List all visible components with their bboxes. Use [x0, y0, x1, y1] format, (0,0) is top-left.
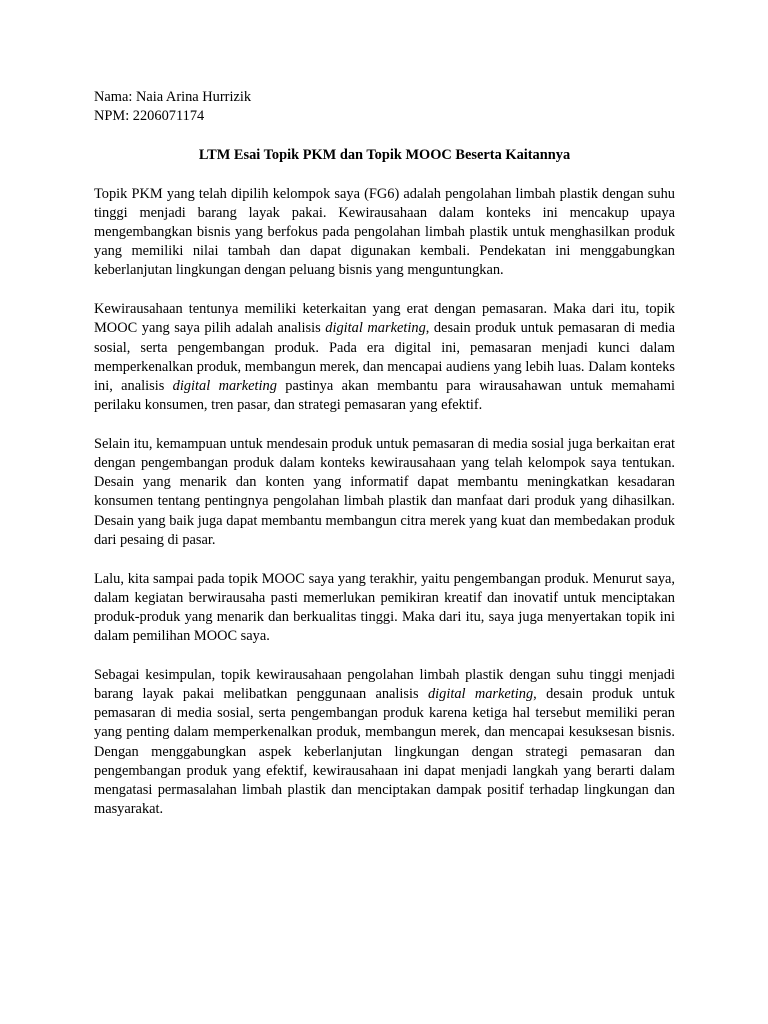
- paragraph-2-italic-2: digital marketing: [172, 377, 277, 394]
- paragraph-2: [94, 300, 675, 415]
- paragraph-5-text-a: Sebagai kesimpulan, topik kewirausahaan pengolahan limbah plastik dengan suhu tinggi menjadi barang layak pakai melibatkan penggunaan analisis: [94, 666, 675, 703]
- paragraph-3: Selain itu, kemampuan untuk mendesain produk untuk pemasaran di media sosial juga berkaitan erat dengan pengembangan produk dalam konteks kewirausahaan yang telah kelompok saya tentukan. Desain yang menarik dan konten yang informatif dapat membantu meningkatkan kesadaran konsumen tentang pentingnya pengolahan limbah plastik dan manfaat dari produk yang dihasilkan. Desain yang baik juga dapat membantu membangun citra merek yang kuat dan membedakan produk dari pesaing di pasar.: [94, 435, 675, 548]
- document-page: [94, 88, 675, 839]
- paragraph-2-text-a: Kewirausahaan tentunya memiliki keterkaitan yang erat dengan pemasaran. Maka dari itu, topik MOOC yang saya pilih adalah analisis: [94, 301, 675, 337]
- paragraph-5-text-b: , desain produk untuk pemasaran di media sosial, serta pengembangan produk karena ketiga hal tersebut memiliki peran yang penting dalam memperkenalkan produk, membangun merek, dan mencapai kesuksesan bisnis. Dengan menggabungkan aspek keberlanjutan lingkungan dengan strategi pemasaran dan pengembangan produk yang efektif, kewirausahaan ini dapat menjadi langkah yang berarti dalam mengatasi permasalahan limbah plastik dan menciptakan dampak positif terhadap lingkungan dan masyarakat.: [94, 686, 675, 818]
- essay-title: LTM Esai Topik PKM dan Topik MOOC Beserta Kaitannya: [198, 147, 571, 164]
- paragraph-2-text-b: , desain produk untuk pemasaran di media sosial, serta pengembangan produk. Pada era digital ini, pemasaran menjadi kunci dalam memperkenalkan produk, membangun merek, dan mencapai audiens yang lebih luas. Dalam konteks ini, analisis: [94, 320, 675, 394]
- student-npm: NPM: 2206071174: [94, 108, 205, 125]
- student-name: Nama: Naia Arina Hurrizik: [94, 89, 252, 105]
- paragraph-5: [94, 666, 675, 820]
- paragraph-1: Topik PKM yang telah dipilih kelompok saya (FG6) adalah pengolahan limbah plastik dengan suhu tinggi menjadi barang layak pakai. Kewirausahaan dalam konteks ini mencakup upaya mengembangkan bisnis yang berfokus pada pengolahan limbah plastik untuk menghasilkan produk yang memiliki nilai tambah dan dapat digunakan kembali. Pendekatan ini menggabungkan keberlanjutan lingkungan dengan peluang bisnis yang menguntungkan.: [94, 185, 675, 279]
- paragraph-4: Lalu, kita sampai pada topik MOOC saya yang terakhir, yaitu pengembangan produk. Menurut saya, dalam kegiatan berwirausaha pasti memerlukan pemikiran kreatif dan inovatif untuk menciptakan produk-produk yang menarik dan berkualitas tinggi. Maka dari itu, saya juga menyertakan topik ini dalam pemilihan MOOC saya.: [94, 570, 675, 645]
- paragraph-5-italic-1: digital marketing: [427, 686, 534, 703]
- paragraph-2-italic-1: digital marketing: [325, 320, 426, 337]
- paragraph-2-text-c: pastinya akan membantu para wirausahawan untuk memahami perilaku konsumen, tren pasar, dan strategi pemasaran yang efektif.: [94, 377, 676, 414]
